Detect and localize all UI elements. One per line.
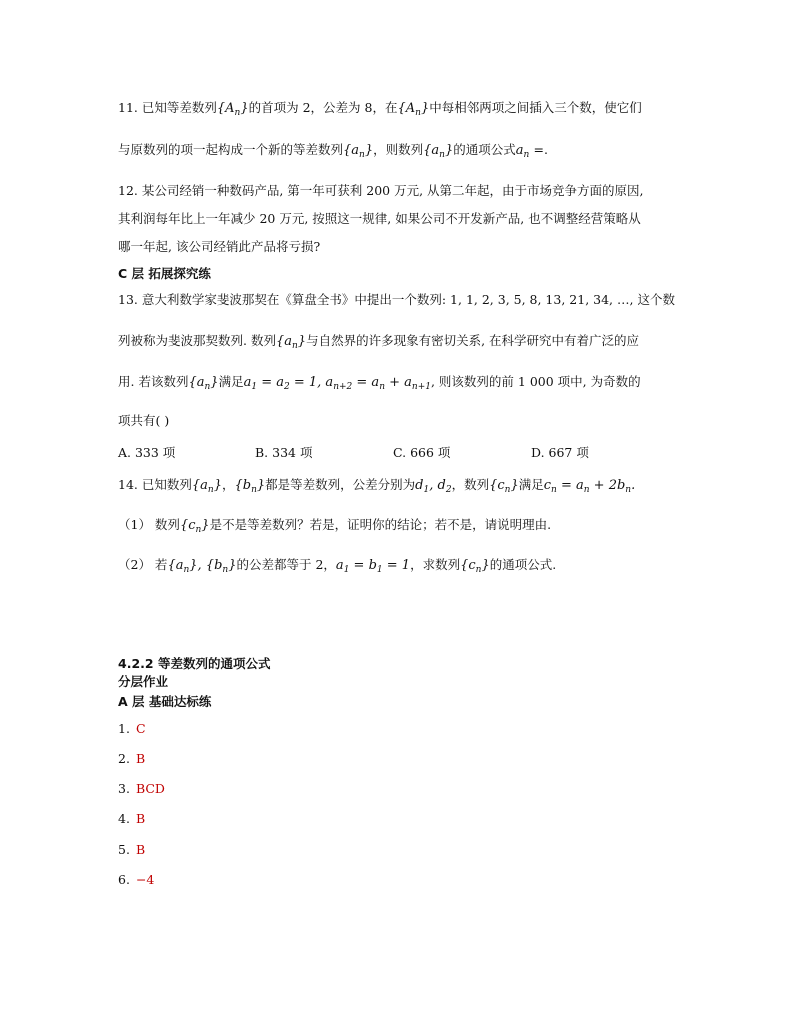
- math-set-an: $\{a_n\}$: [275, 334, 307, 351]
- q14-text: 是不是等差数列？若是，证明你的结论；若不是，请说明理由.: [209, 517, 552, 532]
- math-set-bn: $\{b_n\}$: [234, 478, 266, 495]
- q14-text: 都是等差数列，公差分别为: [265, 477, 416, 492]
- option-a: A. 333 项: [118, 445, 176, 460]
- q13-line3: [118, 374, 641, 395]
- math-set-cn: $\{c_n\}$: [489, 478, 519, 495]
- q13-text: 列被称为斐波那契数列. 数列: [118, 333, 276, 348]
- q14-text: 14. 已知数列: [118, 477, 192, 492]
- answer-value: −4: [135, 872, 155, 887]
- math-set-an: $\{a_n\}$: [343, 143, 374, 160]
- q14-text: 满足: [518, 477, 544, 492]
- q13-line4: 项共有( ): [118, 413, 170, 428]
- math-cn-formula: $c_n = a_n + 2b_n$.: [543, 478, 636, 495]
- math-initial: $a_1 = b_1 = 1$: [335, 558, 411, 575]
- math-set-an: $\{a_n\}$: [191, 478, 222, 495]
- q11-text: 与原数列的项一起构成一个新的等差数列: [118, 142, 344, 157]
- math-set-cn: $\{c_n\}$: [460, 558, 490, 575]
- answer-item: 1. C: [118, 721, 146, 736]
- answer-item: 5. B: [118, 842, 146, 857]
- q14-text: ，求数列: [410, 557, 461, 572]
- math-set-an: $\{a_n\}$: [188, 375, 219, 392]
- answer-value: C: [135, 721, 146, 736]
- q11-text: 的首项为 2，公差为 8，在: [248, 100, 398, 115]
- answer-item: 6. −4: [118, 872, 155, 887]
- q13-line1: 13. 意大利数学家斐波那契在《算盘全书》中提出一个数列: 1, 1, 2, 3, 5, 8, 13, 21, 34, …, 这个数: [118, 292, 675, 307]
- section-a-heading: A 层 基础达标练: [118, 694, 212, 709]
- q13-line2: [118, 333, 639, 354]
- q14-part2: [118, 557, 556, 578]
- q11-text: =.: [533, 142, 548, 157]
- q11-line1: [118, 100, 642, 121]
- q14-text: 的公差都等于 2，: [236, 557, 336, 572]
- q14-text: （1） 数列: [118, 517, 180, 532]
- math-an: $a_n$: [515, 143, 530, 160]
- math-sets-an-bn: $\{a_n\}$, $\{b_n\}$: [167, 558, 237, 575]
- answer-value: B: [135, 842, 146, 857]
- q14-text: ，: [221, 477, 235, 492]
- q12-line2: 其利润每年比上一年减少 20 万元, 按照这一规律, 如果公司不开发新产品, 也不调整经营策略从: [118, 211, 641, 226]
- q13-options: [118, 445, 678, 461]
- q14-line1: [118, 477, 635, 498]
- answer-item: 2. B: [118, 751, 146, 766]
- q14-part1: [118, 517, 551, 538]
- answer-value: BCD: [135, 781, 165, 796]
- q13-text: 满足: [218, 374, 244, 389]
- q14-text: 的通项公式.: [489, 557, 557, 572]
- q13-text: , 则该数列的前 1 000 项中, 为奇数的: [430, 374, 641, 389]
- q11-text: 11. 已知等差数列: [118, 100, 217, 115]
- q11-text: ，则数列: [373, 142, 424, 157]
- math-recurrence: $a_1 = a_2 = 1$, $a_{n+2} = a_n + a_{n+1}$: [243, 375, 431, 392]
- math-set-An: $\{A_n\}$: [216, 101, 249, 118]
- option-b: B. 334 项: [255, 445, 313, 460]
- math-set-cn: $\{c_n\}$: [179, 518, 210, 535]
- section-c-heading: C 层 拓展探究练: [118, 266, 211, 281]
- q12-line3: 哪一年起, 该公司经销此产品将亏损?: [118, 239, 321, 254]
- q11-text: 中每相邻两项之间插入三个数，使它们: [429, 100, 642, 115]
- math-set-an: $\{a_n\}$: [423, 143, 454, 160]
- q13-text: 用. 若该数列: [118, 374, 189, 389]
- answers-heading: 4.2.2 等差数列的通项公式: [118, 656, 271, 671]
- q14-text: （2） 若: [118, 557, 168, 572]
- answers-subheading: 分层作业: [118, 674, 169, 689]
- math-set-An: $\{A_n\}$: [397, 101, 430, 118]
- q13-text: 与自然界的许多现象有密切关系, 在科学研究中有着广泛的应: [306, 333, 640, 348]
- answer-item: 3. BCD: [118, 781, 165, 796]
- answer-value: B: [135, 811, 146, 826]
- math-d1-d2: $d_1$, $d_2$: [415, 478, 452, 495]
- q14-text: ，数列: [451, 477, 490, 492]
- answer-item: 4. B: [118, 811, 146, 826]
- q12-line1: 12. 某公司经销一种数码产品, 第一年可获利 200 万元, 从第二年起，由于市场竞争方面的原因,: [118, 183, 644, 198]
- q11-text: 的通项公式: [453, 142, 516, 157]
- answer-value: B: [135, 751, 146, 766]
- option-c: C. 666 项: [393, 445, 451, 460]
- q11-line2: [118, 142, 548, 163]
- option-d: D. 667 项: [531, 445, 589, 460]
